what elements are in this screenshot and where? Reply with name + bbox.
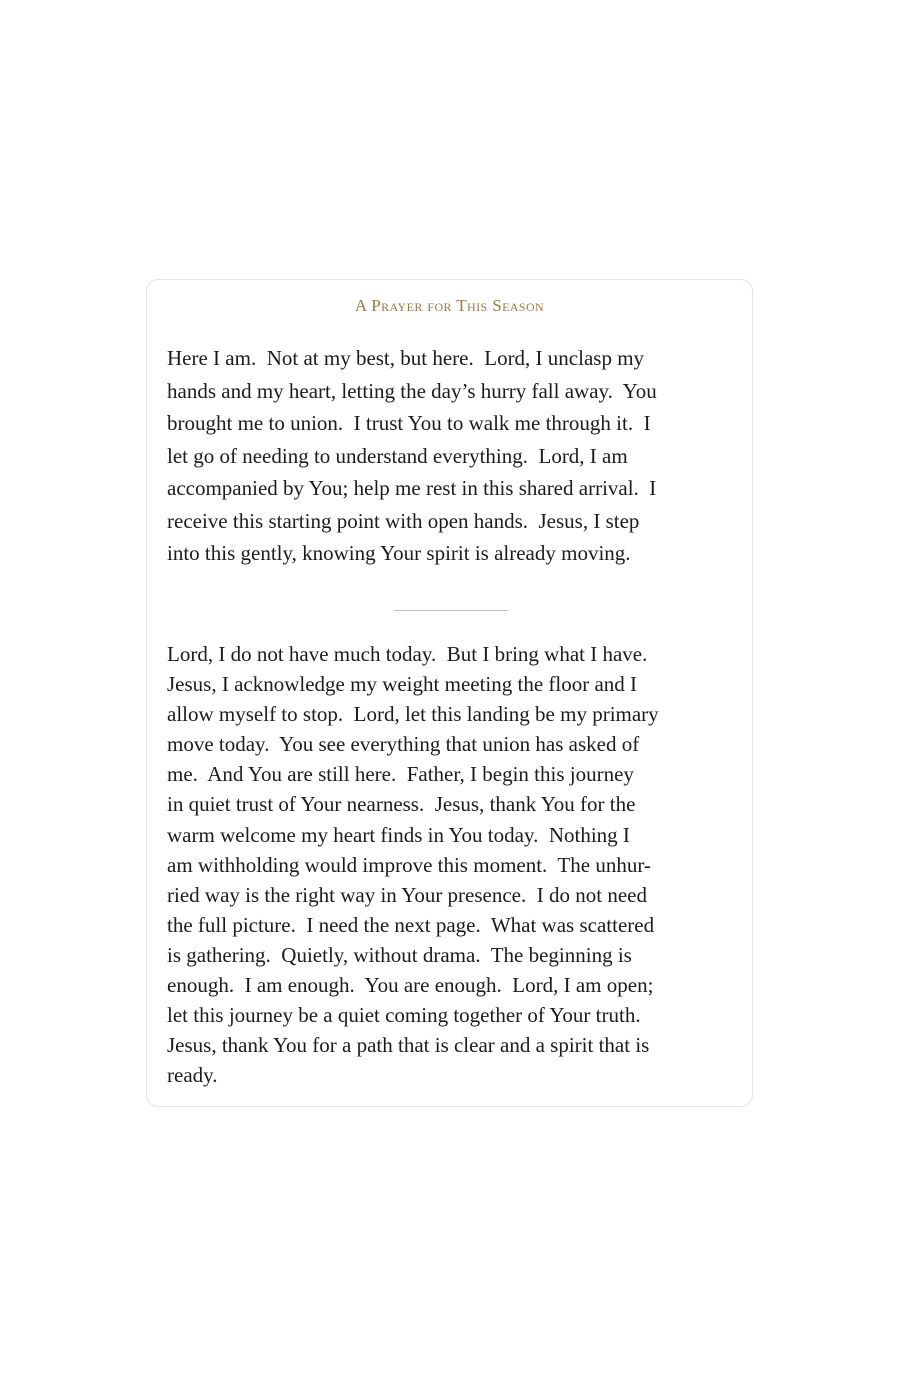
paragraph-line: am withholding would improve this moment. The unhur- (167, 852, 651, 877)
paragraph-line: me. And You are still here. Father, I begin this journey (167, 762, 634, 787)
prayer-card (146, 279, 753, 1107)
paragraph-line: into this gently, knowing Your spirit is already moving. (167, 541, 631, 565)
paragraph-line: move today. You see everything that union has asked of (167, 732, 640, 757)
paragraph-line: is gathering. Quietly, without drama. The beginning is (167, 942, 632, 967)
paragraph-line: ready. (167, 1063, 218, 1088)
paragraph-line: accompanied by You; help me rest in this shared arrival. I (167, 476, 657, 500)
paragraph-line: let go of needing to understand everything. Lord, I am (167, 443, 628, 468)
paragraph-line: brought me to union. I trust You to walk me through it. I (167, 411, 651, 435)
paragraph-line: enough. I am enough. You are enough. Lord, I am open; (167, 973, 654, 998)
prayer-paragraph-2 (167, 639, 733, 1090)
paragraph-line: Here I am. Not at my best, but here. Lord, I unclasp my (167, 346, 645, 370)
paragraph-line: receive this starting point with open hands. Jesus, I step (167, 508, 640, 533)
paragraph-line: ried way is the right way in Your presence. I do not need (167, 882, 647, 907)
paragraph-line: hands and my heart, letting the day’s hurry fall away. You (167, 378, 657, 403)
prayer-title: A Prayer for This Season (354, 296, 545, 315)
paragraph-line: Jesus, I acknowledge my weight meeting the floor and I (167, 672, 638, 697)
paragraph-line: warm welcome my heart finds in You today. Nothing I (167, 822, 630, 847)
paragraph-line: the full picture. I need the next page. What was scattered (167, 912, 655, 937)
section-divider (394, 610, 508, 611)
paragraph-line: Jesus, thank You for a path that is clear and a spirit that is (167, 1033, 650, 1058)
paragraph-line: let this journey be a quiet coming together of Your truth. (167, 1003, 641, 1028)
paragraph-line: Lord, I do not have much today. But I bring what I have. (167, 642, 648, 666)
prayer-paragraph-1 (167, 342, 733, 570)
paragraph-line: in quiet trust of Your nearness. Jesus, thank You for the (167, 792, 636, 817)
paragraph-line: allow myself to stop. Lord, let this landing be my primary (167, 702, 659, 727)
